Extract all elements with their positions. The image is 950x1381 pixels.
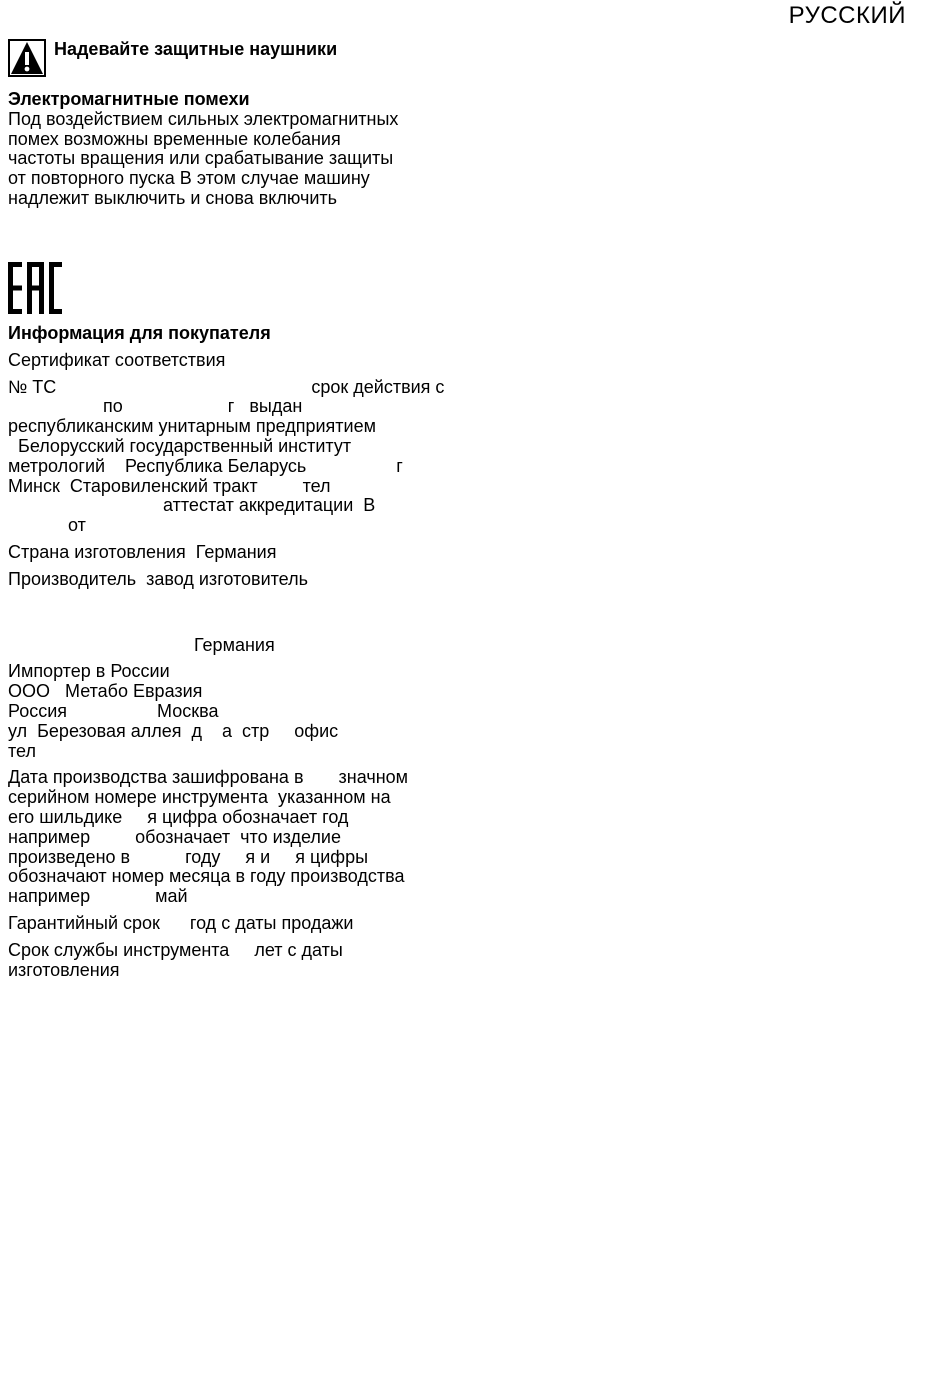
importer-line: Россия Москва: [8, 700, 219, 721]
country-of-origin: Страна изготовления Германия: [8, 541, 277, 562]
service-life: [8, 941, 448, 981]
manufacturer: Производитель завод изготовитель: [8, 568, 308, 589]
production-date-line: Дата производства зашифрована в значном: [8, 767, 409, 788]
certificate-line: метрологий Республика Беларусь г: [8, 455, 403, 476]
emi-section: [8, 90, 448, 209]
certificate-line: № ТС срок действия с: [8, 376, 445, 397]
importer-line: тел: [8, 740, 36, 761]
service-life-line: изготовления: [8, 959, 120, 980]
certificate-line: республиканским унитарным предприятием: [8, 416, 376, 437]
production-date-line: обозначают номер месяца в году производства: [8, 866, 405, 887]
certificate-line: аттестат аккредитации В: [8, 495, 376, 516]
manufacturer-country: Германия: [194, 634, 275, 655]
production-date-line: например май: [8, 886, 188, 907]
language-label: РУССКИЙ: [788, 2, 906, 29]
eac-mark-icon: [8, 262, 62, 314]
importer-line: ООО Метабо Евразия: [8, 681, 203, 702]
buyer-info-section: [8, 324, 448, 980]
certificate-line: от: [8, 515, 86, 536]
emi-line: частоты вращения или срабатывание защиты: [8, 148, 394, 169]
warning-triangle-icon: [8, 39, 46, 77]
certificate-label: Сертификат соответствия: [8, 349, 226, 370]
warning-title: Надевайте защитные наушники: [54, 39, 338, 59]
production-date-line: серийном номере инструмента указанном на: [8, 787, 391, 808]
importer: [8, 662, 448, 761]
buyer-info-title: Информация для покупателя: [8, 323, 271, 343]
emi-line: от повторного пуска В этом случае машину: [8, 168, 370, 189]
warranty-period: Гарантийный срок год с даты продажи: [8, 912, 354, 933]
importer-line: ул Березовая аллея д а стр офис: [8, 720, 339, 741]
production-date-line: его шильдике я цифра обозначает год: [8, 806, 349, 827]
certificate-line: Минск Старовиленский тракт тел: [8, 475, 331, 496]
service-life-line: Срок службы инструмента лет с даты: [8, 939, 343, 960]
emi-title: Электромагнитные помехи: [8, 89, 250, 109]
production-date: [8, 768, 448, 907]
emi-line: надлежит выключить и снова включить: [8, 187, 338, 208]
production-date-line: произведено в году я и я цифры: [8, 846, 369, 867]
certificate-line: по г выдан: [8, 396, 303, 417]
importer-line: Импортер в России: [8, 661, 170, 682]
emi-line: Под воздействием сильных электромагнитных: [8, 108, 399, 129]
emi-line: помех возможны временные колебания: [8, 128, 341, 149]
certificate-line: Белорусский государственный институт: [8, 435, 352, 456]
production-date-line: например обозначает что изделие: [8, 826, 341, 847]
certificate-details: [8, 378, 448, 536]
